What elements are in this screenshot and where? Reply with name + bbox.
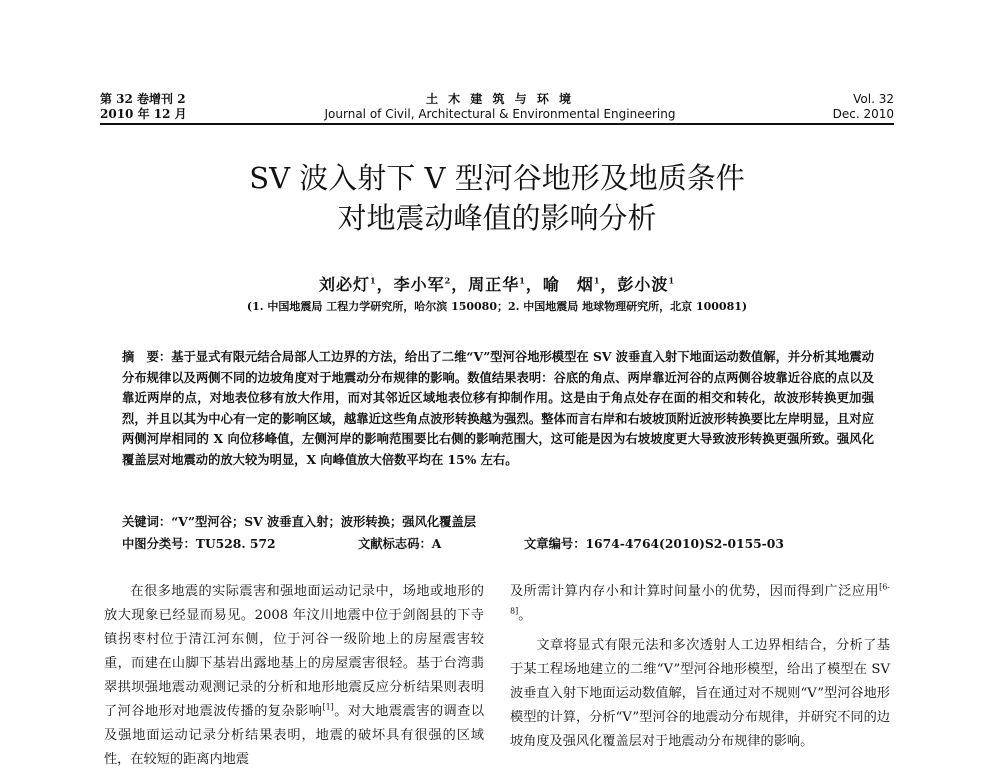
article-number-value: 1674-4764(2010)S2-0155-03	[585, 536, 784, 551]
author-name: 李小军	[393, 275, 445, 294]
clc-value: TU528. 572	[195, 536, 276, 551]
body-text: 。	[518, 608, 532, 623]
abstract-text: 基于显式有限元结合局部人工边界的方法，给出了二维“V”型河谷地形模型在 SV 波垂直入射下地面运动数值解，并分析其地震动分布规律以及两侧不同的边坡角度对于地震动分布规律的影响。数值结果表明：谷底的角点、两岸靠近河谷的点两侧谷坡靠近谷底的点以及靠近两岸的点，对地表位移有放大作用，而对其邻近区域地表位移有抑制作用。这是由于角点处存在面的相交和转化，故波形转换更加强烈，并且以其为中心有一定的影响区域，越靠近这些角点波形转换越为强烈。整体而言右岸和右坡坡顶附近波形转换要比左岸明显，且对应两侧河岸相同的 X 向位移峰值，左侧河岸的影响范围要比右侧的影响范围大，这可能是因为右坡坡度更大导致波形转换更强所致。强风化覆盖层对地震动的放大较为明显，X 向峰值放大倍数平均在 15% 左右。	[122, 349, 874, 467]
paper-title-line1: SV 波入射下 V 型河谷地形及地质条件	[249, 161, 745, 195]
paper-title-line2: 对地震动峰值的影响分析	[337, 201, 657, 235]
author-affil-mark: 1	[593, 275, 601, 286]
abstract	[122, 347, 874, 471]
body-text: 及所需计算内存小和计算时间量小的优势，因而得到广泛应用	[510, 584, 880, 599]
author-name: 喻 烟	[542, 275, 594, 294]
clc-number	[122, 534, 276, 554]
author-name: 彭小波	[617, 275, 669, 294]
author-affil-mark: 1	[519, 275, 526, 286]
article-number	[524, 534, 784, 554]
journal-volume-info	[100, 92, 187, 122]
journal-name	[300, 92, 700, 122]
author-affil-mark: 1	[668, 275, 676, 286]
volume-en: Vol. 32	[853, 92, 894, 106]
author-name: 周正华	[468, 275, 520, 294]
doc-code-value: A	[431, 536, 442, 551]
clc-label: 中图分类号：	[122, 536, 196, 551]
keywords-text: “V”型河谷；SV 波垂直入射；波形转换；强风化覆盖层	[171, 514, 477, 529]
body-column-right	[510, 580, 890, 754]
journal-name-cn: 土 木 建 筑 与 环 境	[425, 92, 575, 106]
citation: [6-8]	[510, 582, 890, 616]
publication-date-cn: 2010 年 12 月	[100, 107, 187, 121]
citation: [1]	[322, 702, 334, 712]
author-affil-mark: 2	[444, 275, 452, 286]
author-affil-mark: 1	[370, 275, 377, 286]
body-paragraph	[104, 580, 484, 772]
author-name: 刘必灯	[318, 275, 370, 294]
journal-volume-info-en	[833, 92, 894, 122]
affiliations: (1. 中国地震局 工程力学研究所，哈尔滨 150080；2. 中国地震局 地球物理研究所，北京 100081)	[246, 300, 748, 313]
keywords-label: 关键词：	[122, 514, 172, 529]
body-paragraph: 文章将显式有限元法和多次透射人工边界相结合，分析了基于某工程场地建立的二维“V”型河谷地形模型，给出了模型在 SV 波垂直入射下地面运动数值解，旨在通过对不规则“V”型河谷地形模型的计算，分析“V”型河谷的地震动分布规律，并研究不同的边坡角度及强风化覆盖层对于地震动分布规律的影响。	[510, 638, 890, 749]
article-number-label: 文章编号：	[524, 536, 586, 551]
date-en: Dec. 2010	[832, 107, 894, 121]
doc-code-label: 文献标志码：	[358, 536, 432, 551]
paper-title	[100, 158, 894, 238]
document-code	[358, 534, 441, 554]
body-text: 。对大地震震害的调查以及强地面运动记录分析结果表明，地震的破坏具有很强的区域性，在较短的距离内地震	[104, 704, 485, 767]
author-list: 刘必灯$^1$，李小军$^2$，周正华$^1$，喻 烟$^1$，彭小波$^1$	[318, 275, 676, 294]
body-column-left	[104, 580, 484, 772]
header-rule	[100, 123, 894, 125]
body-text: 在很多地震的实际震害和强地面运动记录中，场地或地形的放大现象已经显而易见。2008 年汶川地震中位于剑阁县的下寺镇拐枣村位于清江河东侧，位于河谷一级阶地上的房屋震害较重，而建在山脚下基岩出露地基上的房屋震害很轻。基于台湾翡翠拱坝强地震动观测记录的分析和地形地震反应分析结果则表明了河谷地形对地震波传播的复杂影响	[104, 584, 484, 719]
journal-name-en: Journal of Civil, Architectural & Environmental Engineering	[324, 107, 676, 121]
body-paragraph	[510, 580, 890, 628]
volume-issue: 第 32 卷增刊 2	[100, 92, 186, 106]
abstract-label: 摘 要：	[122, 349, 172, 364]
keywords	[122, 512, 874, 532]
